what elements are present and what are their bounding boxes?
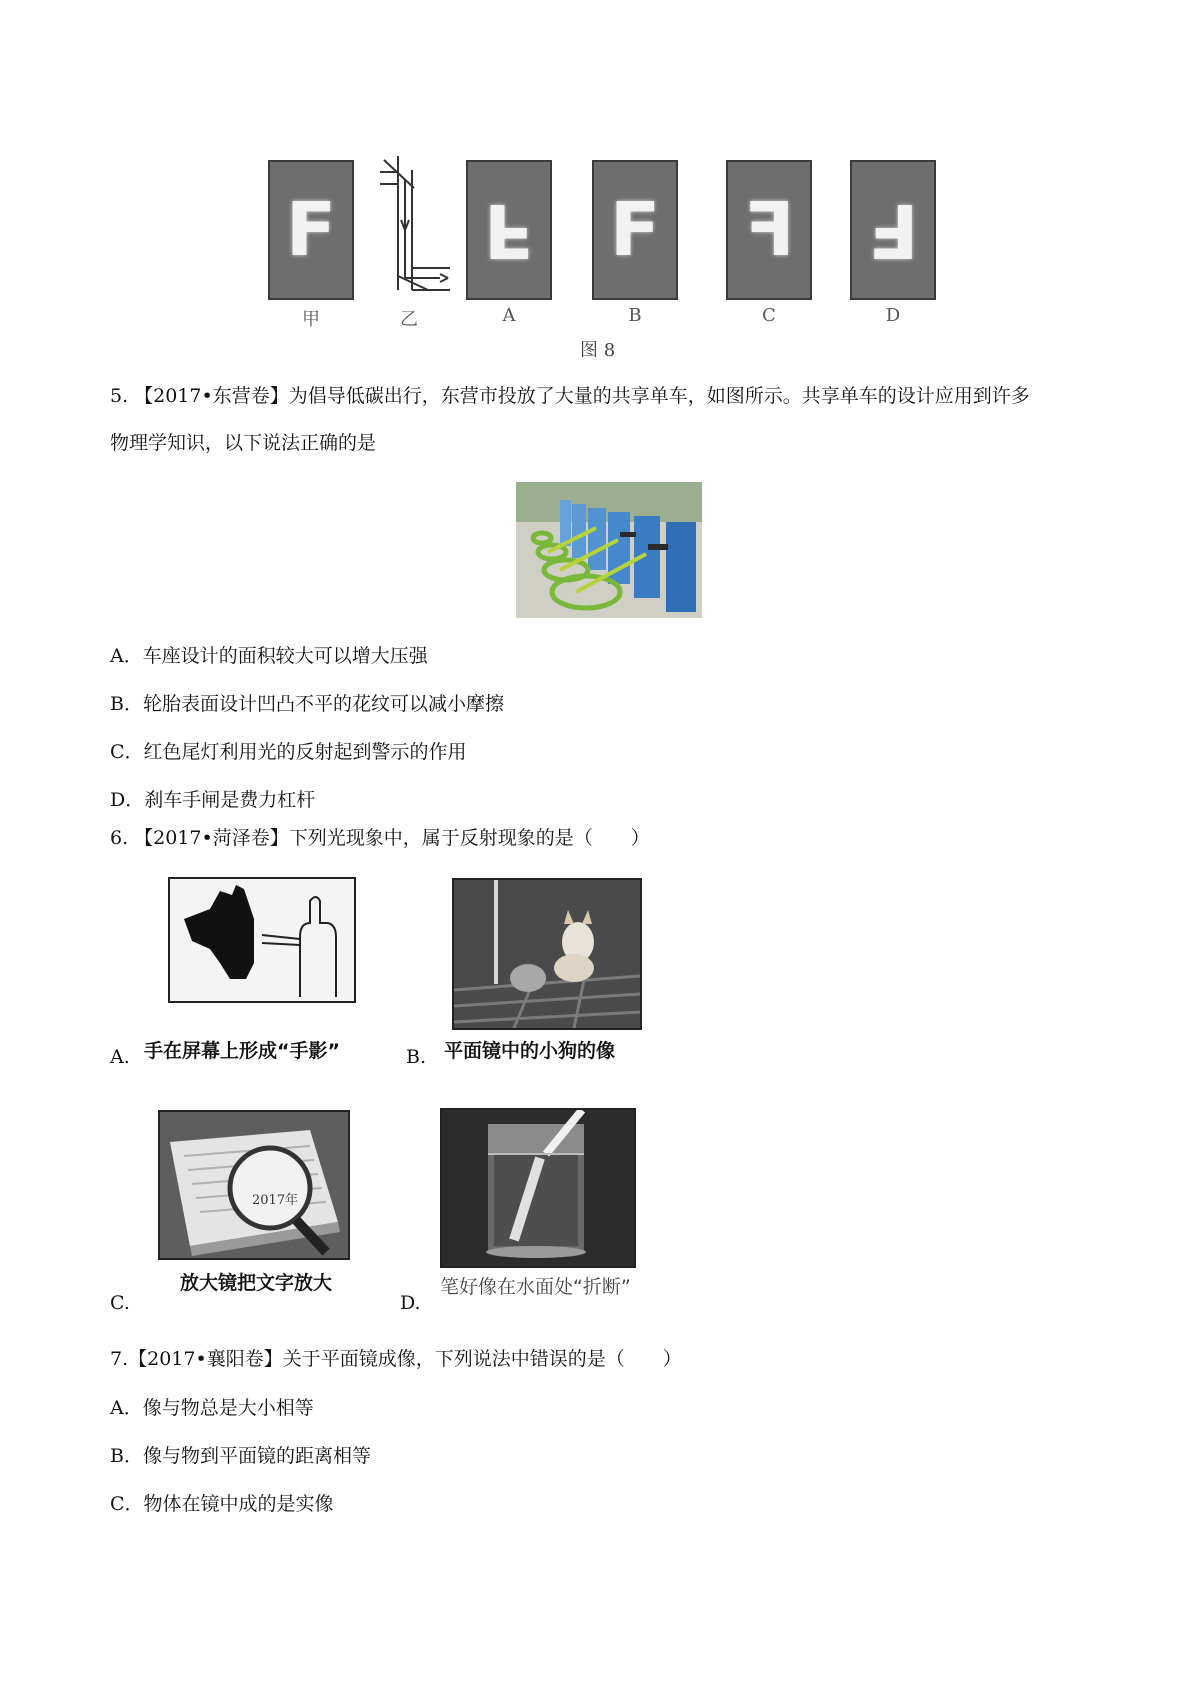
q6-option-a-caption: 手在屏幕上形成“手影” [144,1040,340,1062]
q5-stem-line2: 物理学知识，以下说法正确的是 [110,432,377,454]
pencil-water-photo [440,1108,636,1268]
q7-option-a: A．像与物总是大小相等 [110,1397,314,1419]
q6-option-c-caption: 放大镜把文字放大 [180,1272,333,1294]
panel-c [726,160,812,300]
panel-a [466,160,552,300]
q5-stem-line1: 5. 【2017•东营卷】为倡导低碳出行，东营市投放了大量的共享单车，如图所示。共享单车的设计应用到许多 [110,385,1030,407]
periscope-diagram [370,150,462,310]
q5-option-d: D．刹车手闸是费力杠杆 [110,789,316,811]
figure-caption: 图 8 [580,340,616,361]
q6-option-c-letter: C. [110,1292,130,1314]
magnifier-photo [158,1110,350,1260]
q6-option-a-letter: A. [110,1046,130,1068]
q6-option-d-caption: 笔好像在水面处“折断” [440,1276,631,1298]
q5-option-c: C．红色尾灯利用光的反射起到警示的作用 [110,741,467,763]
panel-d [850,160,936,300]
q6-option-b-letter: B. [406,1046,427,1068]
dog-mirror-photo [452,878,642,1030]
letter-f-glyph: F [867,187,919,273]
q7-option-b: B．像与物到平面镜的距离相等 [110,1445,371,1467]
magnifier-text: 2017年 [252,1193,299,1208]
panel-b [592,160,678,300]
label-c: C [762,305,776,326]
letter-f-glyph: F [743,187,795,273]
q6-option-b-caption: 平面镜中的小狗的像 [444,1040,616,1062]
shared-bikes-photo [516,482,702,618]
label-d: D [885,305,901,326]
letter-f-glyph: F [483,187,535,273]
q6-stem: 6. 【2017•菏泽卷】下列光现象中，属于反射现象的是（ ） [110,827,650,849]
q7-stem: 7.【2017•襄阳卷】关于平面镜成像，下列说法中错误的是（ ） [110,1348,682,1370]
q6-option-d-letter: D. [400,1292,421,1314]
letter-f-glyph: F [609,187,661,273]
q5-option-b: B．轮胎表面设计凹凸不平的花纹可以减小摩擦 [110,693,504,715]
letter-f-glyph: F [285,187,337,273]
label-a: A [502,305,516,326]
q7-option-c: C．物体在镜中成的是实像 [110,1493,334,1515]
panel-original [268,160,354,300]
q5-option-a: A．车座设计的面积较大可以增大压强 [110,645,428,667]
hand-shadow-photo [168,877,356,1003]
label-original: 甲 [302,309,320,330]
label-b: B [628,305,642,326]
label-periscope: 乙 [400,309,418,330]
